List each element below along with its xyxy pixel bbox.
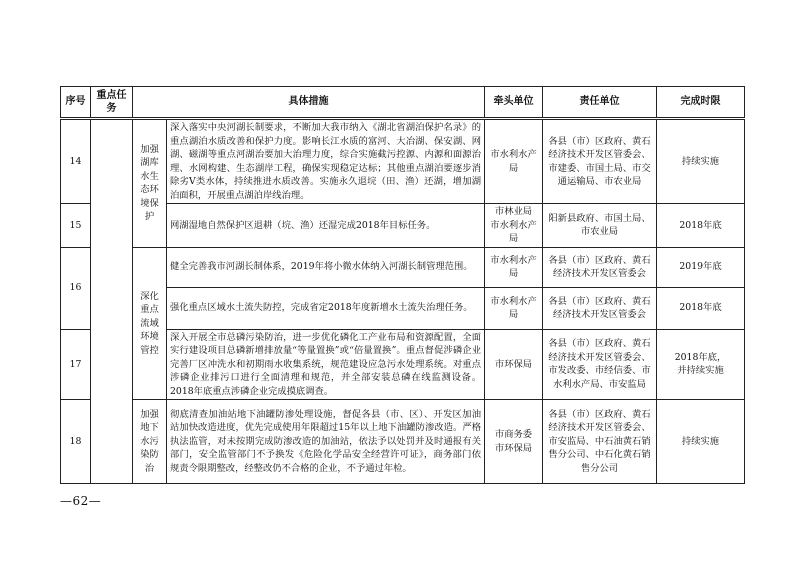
row-lead: 市商务委 市环保局 <box>485 400 543 484</box>
table-row <box>61 119 745 204</box>
row-deadline: 2018年底 <box>657 287 745 329</box>
sub-task-groundwater: 加强地下水污染防治 <box>133 400 167 484</box>
row-lead: 市水利水产局 <box>485 247 543 287</box>
header-measures: 具体措施 <box>133 87 485 119</box>
row-lead: 市水利水产局 <box>485 119 543 204</box>
row-responsible: 各县（市）区政府、黄石经济技术开发区管委会、市安监局、中石油黄石销售分公司、中石化黄石销售分公司 <box>543 400 657 484</box>
row-responsible: 各县（市）区政府、黄石经济技术开发区管委会、市发改委、市经信委、市水利水产局、市安监局 <box>543 329 657 400</box>
sub-task-lake-protection: 加强湖库水生态环境保护 <box>133 119 167 248</box>
sub-task-basin-control: 深化重点流域环境管控 <box>133 247 167 400</box>
row-measures: 深入落实中央河湖长制要求，不断加大我市纳入《湖北省湖泊保护名录》的重点湖泊水质改善和保护力度。影响长江水质的富河、大冶湖、保安湖、网湖、磁湖等重点河湖治要加大治理力度，综合实施截污控源、内源和面源治理、水网构建、生态湖岸工程，确保实现稳定达标；其他重点湖泊要逐步消除劣Ⅴ类水体，持续推进水质改善。实施永久退垸（田、渔）还湖，增加湖泊面积，开展重点湖泊岸线治理。 <box>167 119 485 204</box>
row-measures: 彻底清查加油站地下油罐防渗处理设施，督促各县（市、区）、开发区加油站加快改造进度，优先完成使用年限超过15年以上地下油罐防渗改造。严格执法监管，对未按期完成防渗改造的加油站，依法予以处罚并及时通报有关部门，安全监管部门不予换发《危险化学品安全经营许可证》，商务部门依规责令限期整改，经整改仍不合格的企业，不予通过年检。 <box>167 400 485 484</box>
row-deadline: 2018年底， 并持续实施 <box>657 329 745 400</box>
table-row <box>61 400 745 484</box>
row-deadline: 2018年底 <box>657 204 745 248</box>
table-row <box>61 247 745 287</box>
page-number: —62— <box>60 494 102 508</box>
row-deadline: 2019年底 <box>657 247 745 287</box>
measures-table <box>60 86 745 484</box>
row-responsible: 阳新县政府、市国土局、市农业局 <box>543 204 657 248</box>
row-seq: 15 <box>61 204 91 248</box>
row-responsible: 各县（市）区政府、黄石经济技术开发区管委会 <box>543 247 657 287</box>
row-measures: 健全完善我市河湖长制体系，2019年将小微水体纳入河湖长制管理范围。 <box>167 247 485 287</box>
row-seq: 17 <box>61 329 91 400</box>
header-lead: 牵头单位 <box>485 87 543 119</box>
row-measures: 强化重点区域水土流失防控，完成省定2018年度新增水土流失治理任务。 <box>167 287 485 329</box>
row-measures: 深入开展全市总磷污染防治，进一步优化磷化工产业布局和资源配置，全面实行建设项目总磷新增排放量“等量置换”或“倍量置换”。重点督促涉磷企业完善厂区冲洗水和初期雨水收集系统，规范建设应急污水处理系统。对重点涉磷企业排污口进行全面清理和规范，并全部安装总磷在线监测设备。2018年底重点涉磷企业完成摸底调查。 <box>167 329 485 400</box>
row-lead: 市水利水产局 <box>485 287 543 329</box>
row-lead: 市环保局 <box>485 329 543 400</box>
header-deadline: 完成时限 <box>657 87 745 119</box>
row-deadline: 持续实施 <box>657 119 745 204</box>
row-seq: 16 <box>61 247 91 329</box>
header-responsible: 责任单位 <box>543 87 657 119</box>
row-deadline: 持续实施 <box>657 400 745 484</box>
row-responsible: 各县（市）区政府、黄石经济技术开发区管委会 <box>543 287 657 329</box>
table-header-row <box>61 87 745 119</box>
row-measures: 网湖湿地自然保护区退耕（垸、渔）还湿完成2018年目标任务。 <box>167 204 485 248</box>
row-responsible: 各县（市）区政府、黄石经济技术开发区管委会、市建委、市国土局、市交通运输局、市农业局 <box>543 119 657 204</box>
header-seq: 序号 <box>61 87 91 119</box>
row-seq: 18 <box>61 400 91 484</box>
task-cell-continued <box>91 119 133 484</box>
header-task: 重点任务 <box>91 87 133 119</box>
row-seq: 14 <box>61 119 91 204</box>
row-lead: 市林业局 市水利水产局 <box>485 204 543 248</box>
